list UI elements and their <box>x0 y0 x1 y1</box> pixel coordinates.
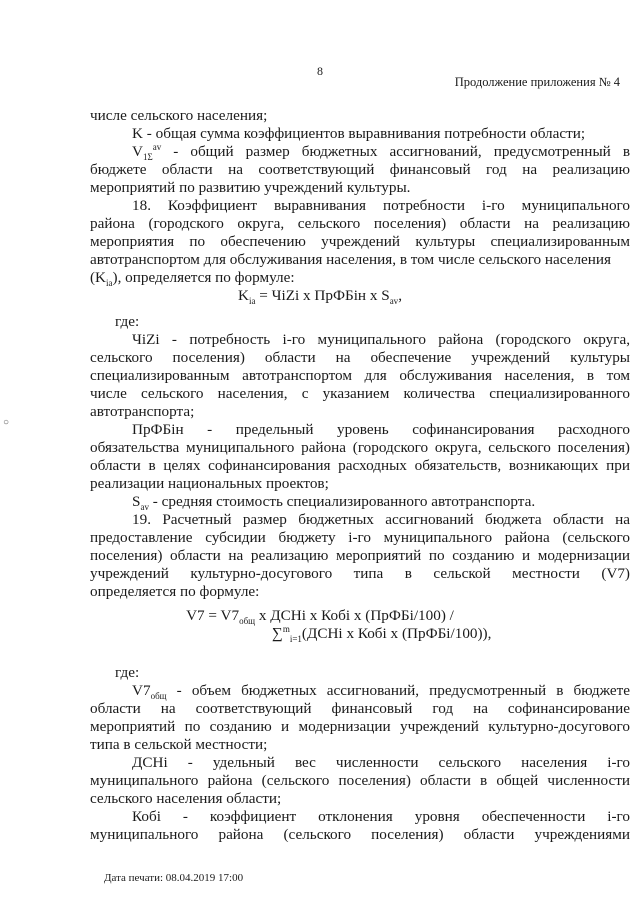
text-line: бюджете области на соответствующий финансовый год на реализацию <box>90 161 630 178</box>
text-line: $(K_{ia})$, определяется по формуле: <box>90 269 295 289</box>
text-line: области на соответствующий финансовый год на софинансирование <box>90 700 630 717</box>
text-line: числе сельского населения; <box>90 107 268 124</box>
text-line: мероприятий по развитию учреждений культуры. <box>90 179 411 196</box>
text-line: муниципального района (сельского поселения) области в общей численности <box>90 772 630 789</box>
text-line: автотранспортом для обслуживания населения, в том числе сельского населения <box>90 251 612 268</box>
print-date-footer: Дата печати: 08.04.2019 17:00 <box>104 872 244 884</box>
text-line: $S_{av}$ - средняя стоимость специализированного автотранспорта. <box>132 493 536 513</box>
text-line: ПрФБiн - предельный уровень софинансирования расходного <box>132 421 630 438</box>
text-line: сельского населения области; <box>90 790 282 807</box>
v-subscript: 1Σ <box>142 152 153 163</box>
text-line: сельского поселения) области на обеспечение учреждений культуры <box>90 349 630 366</box>
text-line: реализации национальных проектов; <box>90 475 329 492</box>
text-line: 19. Расчетный размер бюджетных ассигнований бюджета области на <box>132 511 630 528</box>
text-line: поселения) области на реализацию мероприятий по созданию и модернизации <box>90 547 630 564</box>
text-line: типа в сельской местности; <box>90 736 268 753</box>
text-line: района (городского округа, сельского поселения) области на реализацию <box>90 215 630 232</box>
binding-hole-mark: ○ <box>3 417 10 428</box>
text-line: числе сельского населения, с указанием количества специализированного <box>90 385 630 402</box>
text-line: определяется по формуле: <box>90 583 260 600</box>
text-line: где: <box>115 664 140 681</box>
text-line: Кобi - коэффициент отклонения уровня обеспеченности i-го <box>132 808 630 825</box>
text-line: области в целях софинансирования расходных обязательств, возникающих при <box>90 457 630 474</box>
text-line: обязательства муниципального района (городского округа, сельского поселения) <box>90 439 630 456</box>
formula-v7-line2: ∑$^m_{i=1}$(ДСНi x Кобi x (ПрФБi/100)), <box>272 623 492 645</box>
text-line: ЧiZi - потребность i-го муниципального района (городского округа, <box>132 331 630 348</box>
text-line: автотранспорта; <box>90 403 195 420</box>
text-line: предоставление субсидии бюджету i-го муниципального района (сельского <box>90 529 630 546</box>
text-line: $V7_{общ}$ - объем бюджетных ассигнований, предусмотренный в бюджете <box>132 682 630 702</box>
page-number: 8 <box>317 64 323 78</box>
attachment-header: Продолжение приложения № 4 <box>454 75 620 89</box>
text-line: муниципального района (сельского поселения) области учреждениями <box>90 826 630 843</box>
text-line: мероприятия по обеспечению учреждений культуры специализированным <box>90 233 630 250</box>
text-line: ДСНi - удельный вес численности сельского населения i-го <box>132 754 630 771</box>
text-line: мероприятий по созданию и модернизации учреждений культурно-досугового <box>90 718 630 735</box>
text-line: 18. Коэффициент выравнивания потребности i-го муниципального <box>132 197 630 214</box>
text-line: где: <box>115 313 140 330</box>
v-superscript: av <box>152 141 162 152</box>
v-symbol: V <box>132 143 143 160</box>
formula-k-ia: $K_{ia}$ = ЧiZi x ПрФБiн x $S_{av}$, <box>238 287 402 307</box>
text-line: $V_{1\Sigma}^{av}$ - общий размер бюджетных ассигнований, предусмотренный в <box>132 141 630 163</box>
text-line: специализированным автотранспортом для обслуживания населения, в том <box>90 367 630 384</box>
text-line: K - общая сумма коэффициентов выравнивания потребности области; <box>132 125 586 142</box>
formula-v7-line1: $V7 = V7_{общ}$ x ДСНi x Кобi x (ПрФБi/100) / <box>186 607 454 627</box>
text-line: учреждений культурно-досугового типа в сельской местности (V7) <box>90 565 630 582</box>
